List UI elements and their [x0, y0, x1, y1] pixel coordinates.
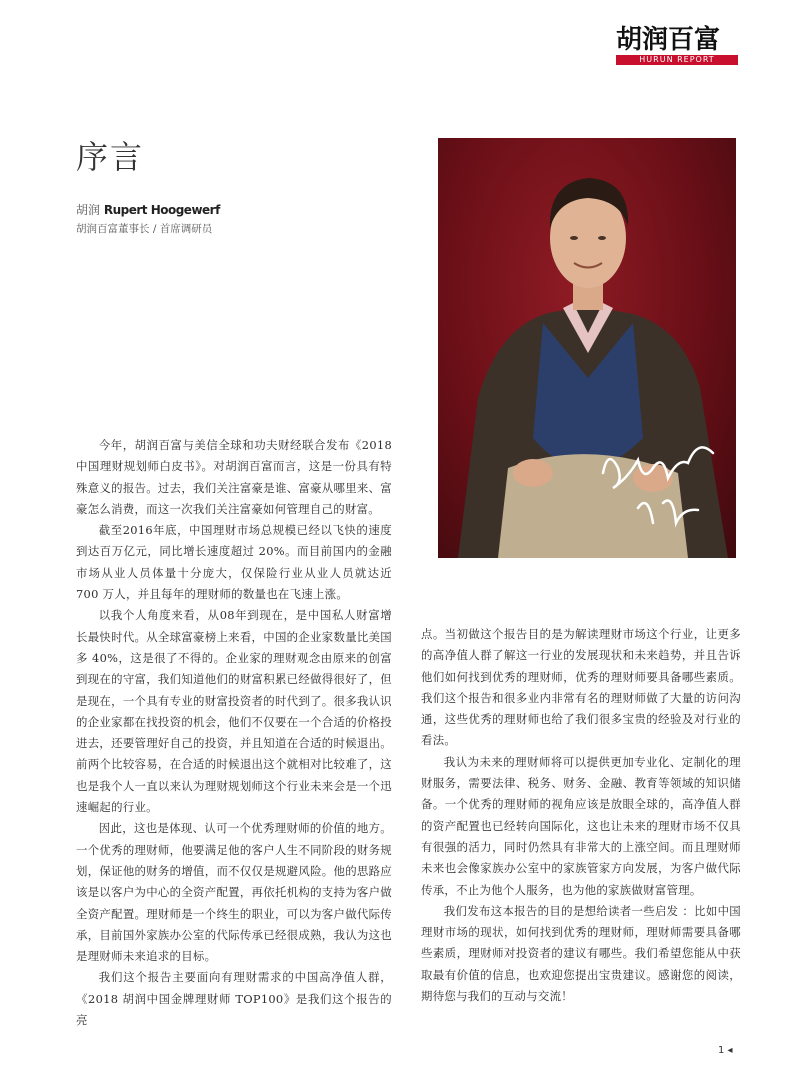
paragraph: 我们这个报告主要面向有理财需求的中国高净值人群，《2018 胡润中国金牌理财师 TOP100》是我们这个报告的亮 — [76, 970, 392, 1028]
paragraph: 点。当初做这个报告目的是为解读理财市场这个行业，让更多 的高净值人群了解这一行业的发展现状和未来趋势，并且告诉 他们如何找到优秀的理财师，优秀的理财师要具备哪些素质。 我们这个报告和很多业内非常有名的理财师做了大量的访问沟 通，这些优秀的理财师也给了我们很多宝贵的经验及对行业的 看法。 — [421, 627, 741, 748]
paragraph: 截至2016年底，中国理财市场总规模已经以飞快的速度到达百万亿元，同比增长速度超过 20%。而目前国内的金融市场从业人员体量十分庞大，仅保险行业从业人员就达近 700 万人，并且每年的理财师的数量也在飞速上涨。 — [76, 523, 392, 602]
body-text-right-column — [421, 624, 741, 1007]
author-portrait — [438, 138, 736, 558]
author-line — [76, 201, 220, 218]
paragraph: 我认为未来的理财师将可以提供更加专业化、定制化的理财服务，需要法律、税务、财务、金融、教育等领域的知识储备。一个优秀的理财师的视角应该是放眼全球的，高净值人群的资产配置也已经转向国际化，这也让未来的理财市场不仅具有很强的活力，同时仍然具有非常大的上涨空间。而且理财师未来也会像家族办公室中的家族管家方向发展，为客户做代际传承，不止为他个人服务，也为他的家族做财富管理。 — [421, 754, 741, 897]
hurun-logo — [616, 26, 738, 65]
paragraph: 以我个人角度来看，从08年到现在，是中国私人财富增长最快时代。从全球富豪榜上来看，中国的企业家数量比美国多 40%，这是很了不得的。企业家的理财观念由原来的创富到现在的守富，我们知道他们的财富积累已经做得很好了，但是现在，一个具有专业的财富投资者的时代到了。很多我认识的企业家都在找投资的机会，他们不仅要在一个合适的价格投进去，还要管理好自己的投资，并且知道在合适的时候退出。前两个比较容易，在合适的时候退出这个就相对比较难了，这也是我个人一直以来认为理财规划师这个行业未来会是一个迅速崛起的行业。 — [76, 608, 392, 815]
page-title: 序言 — [76, 138, 145, 176]
author-role: 胡润百富董事长 / 首席调研员 — [76, 223, 213, 235]
portrait-illustration — [438, 138, 736, 558]
author-cn-name: 胡润 — [76, 203, 101, 217]
paragraph: 因此，这也是体现、认可一个优秀理财师的价值的地方。一个优秀的理财师，他要满足他的客户人生不同阶段的财务规划，保证他的财务的增值，而不仅仅是规避风险。他的思路应该是以客户为中心的全资产配置，再依托机构的支持为客户做全资产配置。理财师是一个终生的职业，可以为客户做代际传承，目前国外家族办公室的代际传承已经很成熟，我认为这也是理财师未来追求的目标。 — [76, 821, 392, 964]
paragraph: 我们发布这本报告的目的是想给读者一些启发 ：比如中国理财市场的现状，如何找到优秀的理财师，理财师需要具备哪些素质，理财师对投资者的建议有哪些。我们希望您能从中获取最有价值的信息，也欢迎您提出宝贵建议。感谢您的阅读，期待您与我们的互动与交流！ — [421, 903, 741, 1004]
body-text-left-column — [76, 435, 392, 1031]
page-number: 1 ◂ — [718, 1045, 733, 1056]
logo-en-text: HURUN REPORT — [616, 55, 738, 65]
logo-cn-text: 胡润百富 — [616, 25, 721, 55]
paragraph: 今年，胡润百富与美信全球和功夫财经联合发布《2018 中国理财规划师白皮书》。对胡润百富而言，这是一份具有特殊意义的报告。过去，我们关注富豪是谁、富豪从哪里来、富豪怎么消费，而这一次我们关注富豪如何管理自己的财富。 — [76, 438, 392, 516]
author-en-name: Rupert Hoogewerf — [103, 203, 220, 217]
